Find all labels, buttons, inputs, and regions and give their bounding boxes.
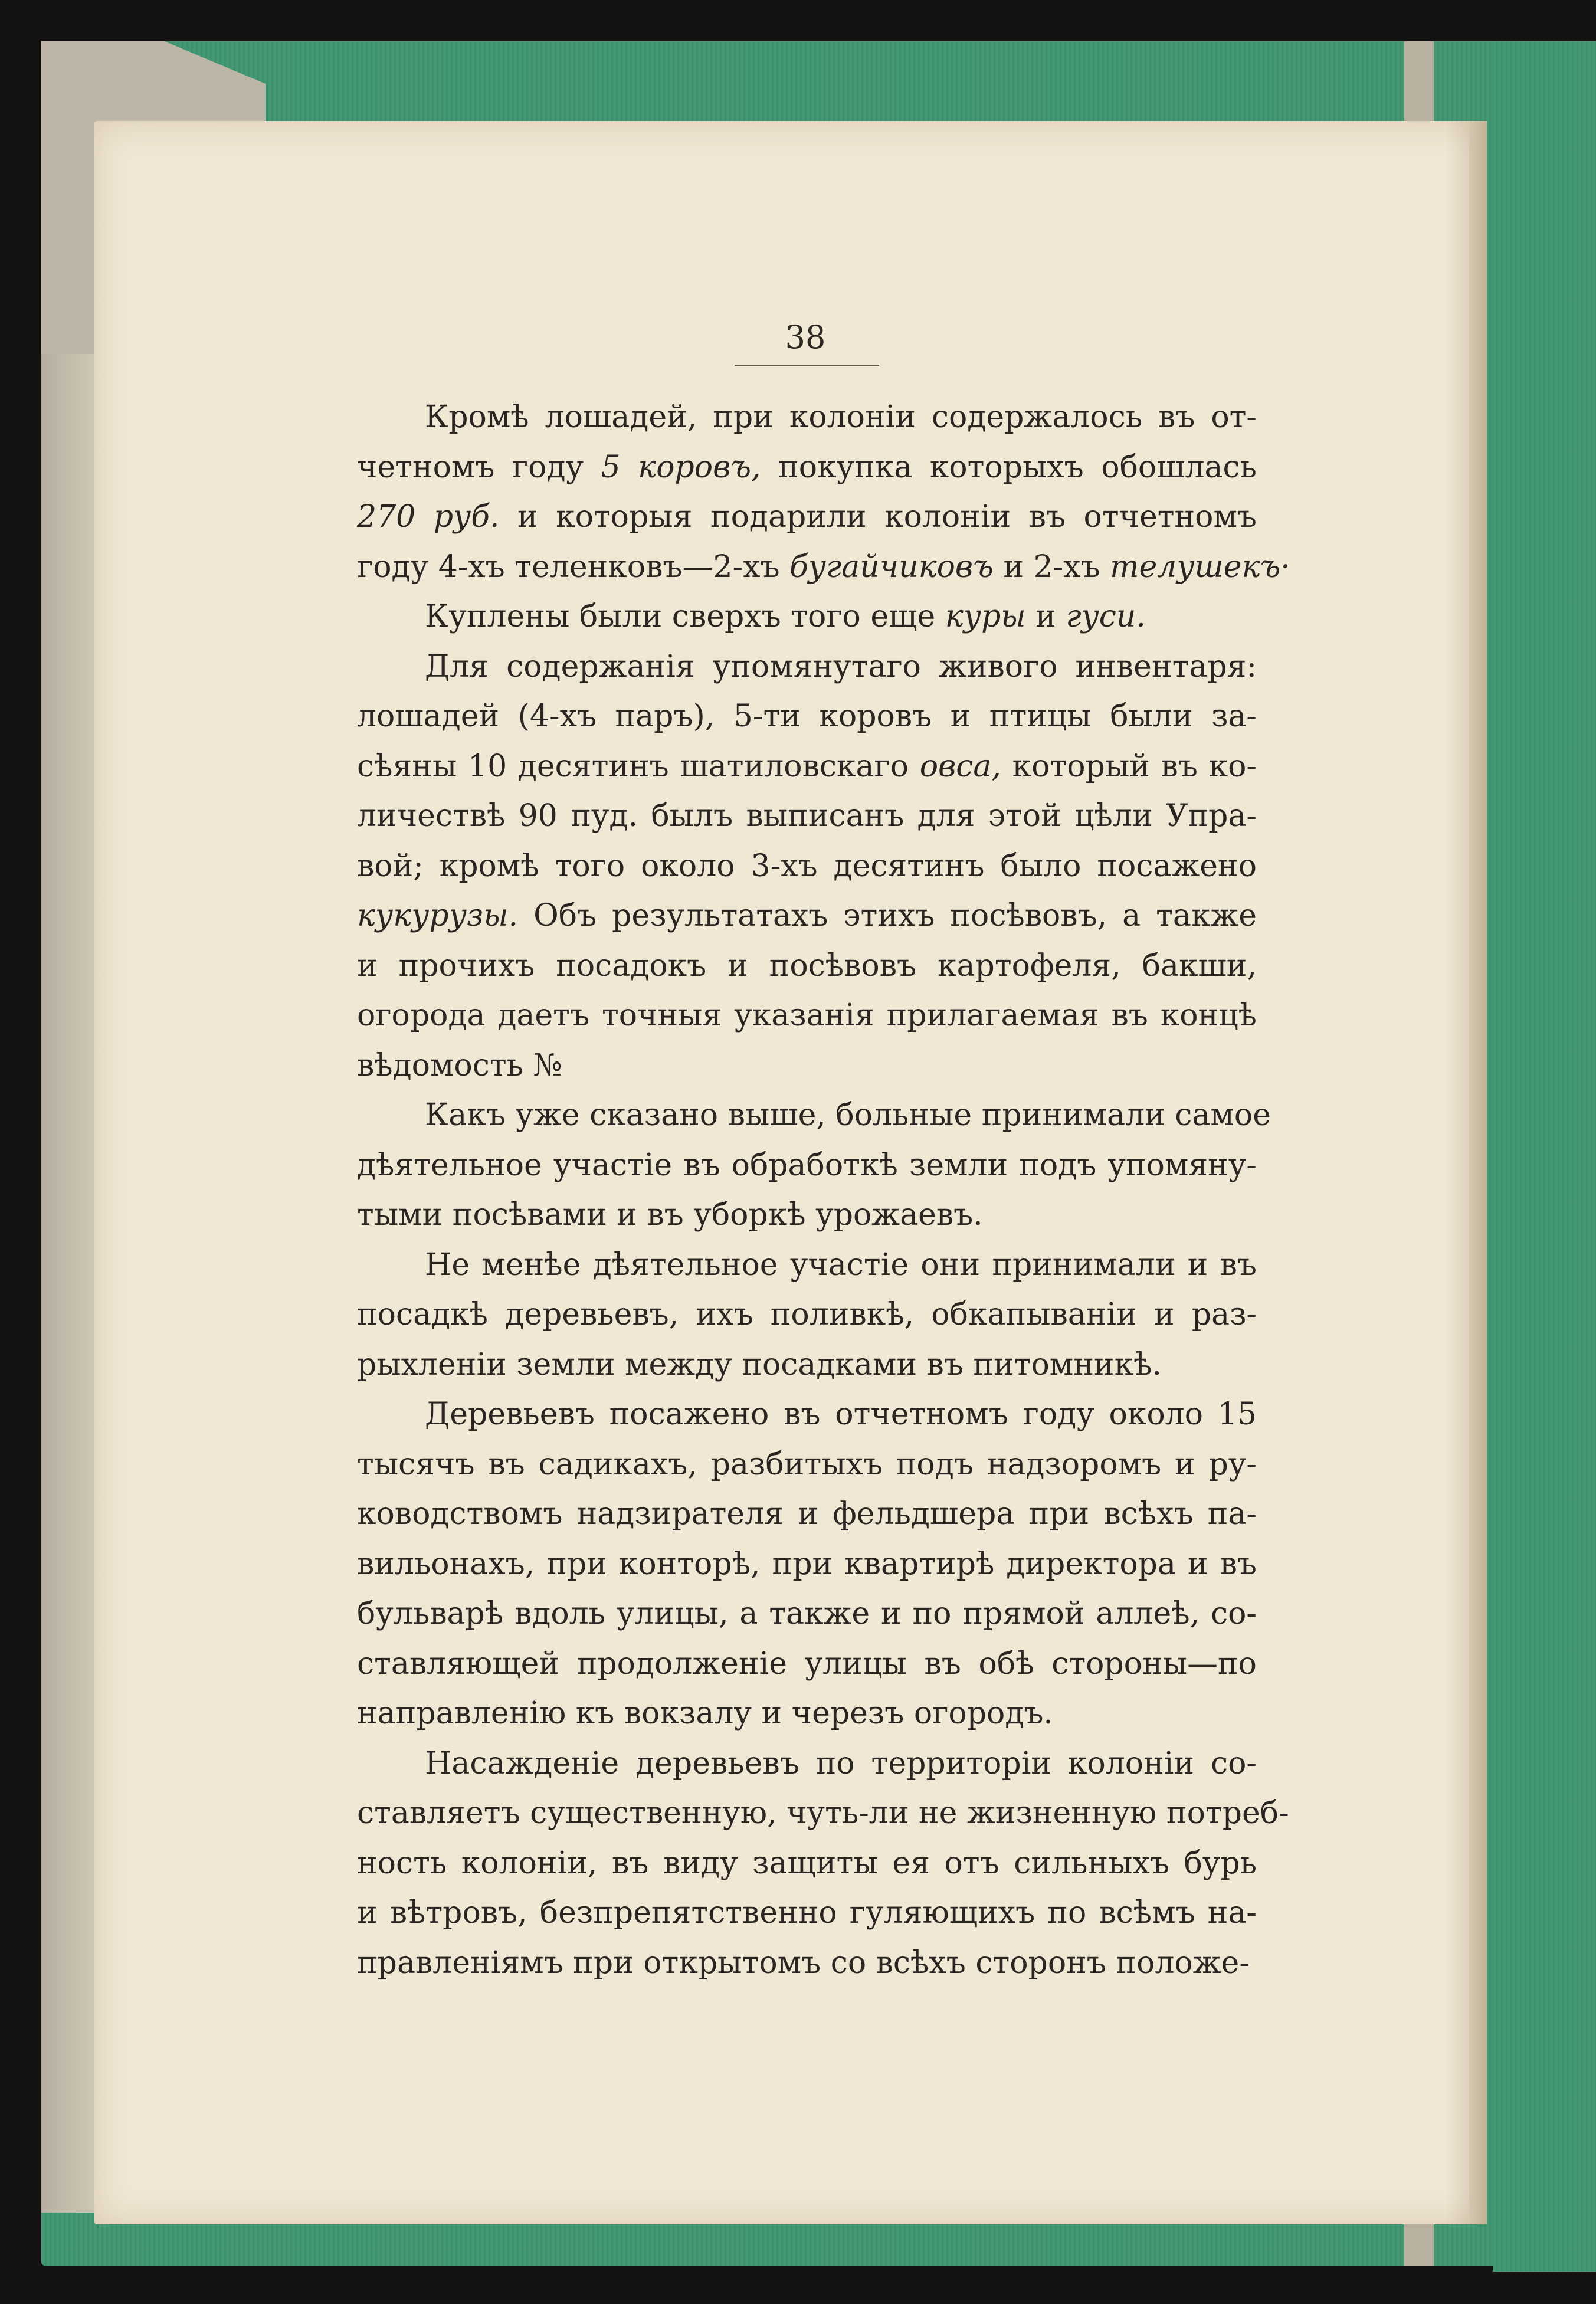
text-line: [357, 1639, 1257, 1689]
text-line: [357, 1290, 1257, 1340]
text-run: и прочихъ посадокъ и посѣвовъ картофеля, бакши,: [357, 948, 1257, 984]
text-line: [357, 492, 1257, 542]
text-run: куры: [945, 599, 1026, 634]
page-number-rule: [735, 365, 879, 366]
text-line: [357, 1140, 1257, 1191]
text-run: направленію къ вокзалу и черезъ огородъ.: [357, 1696, 1053, 1731]
text-line: [357, 1240, 1257, 1290]
text-line: [357, 1589, 1257, 1639]
text-line: [357, 642, 1257, 692]
text-run: ставляющей продолженіе улицы въ обѣ стороны—по: [357, 1646, 1257, 1682]
text-run: посадкѣ деревьевъ, ихъ поливкѣ, обкапываніи и раз-: [357, 1297, 1257, 1332]
text-line: [357, 1440, 1257, 1490]
text-run: четномъ году: [357, 449, 601, 485]
text-run: вой; кромѣ того около 3-хъ десятинъ было посажено: [357, 848, 1257, 884]
text-run: лошадей (4-хъ паръ), 5-ти коровъ и птицы были за-: [357, 699, 1257, 734]
text-run: огорода даетъ точныя указанія прилагаемая въ концѣ: [357, 998, 1257, 1033]
text-run: Объ результатахъ этихъ посѣвовъ, а также: [518, 898, 1257, 933]
paragraph: [357, 592, 1257, 642]
text-run: и: [1025, 599, 1066, 634]
text-run: сѣяны 10 десятинъ шатиловскаго: [357, 748, 920, 784]
text-line: [357, 1190, 1257, 1240]
text-run: рыхленіи земли между посадками въ питомникѣ.: [357, 1346, 1162, 1382]
text-line: [357, 1041, 1257, 1091]
text-line: [357, 941, 1257, 991]
text-run: гуси.: [1066, 599, 1146, 634]
text-run: Не менѣе дѣятельное участіе они принимали и въ: [425, 1247, 1257, 1283]
text-run: покупка которыхъ обошлась: [761, 449, 1257, 485]
paragraph: [357, 1240, 1257, 1390]
text-run: тыми посѣвами и въ уборкѣ урожаевъ.: [357, 1197, 983, 1233]
text-run: ность колоніи, въ виду защиты ея отъ сильныхъ бурь: [357, 1845, 1257, 1881]
text-line: [357, 1788, 1289, 1838]
text-run: Для содержанія упомянутаго живого инвентаря:: [425, 648, 1257, 684]
text-run: Какъ уже сказано выше, больные принимали самое: [425, 1097, 1271, 1133]
text-run: Кромѣ лошадей, при колоніи содержалось въ от-: [425, 399, 1257, 435]
text-line: [357, 392, 1257, 443]
paragraph: [357, 392, 1290, 592]
text-run: тысячъ въ садикахъ, разбитыхъ подъ надзоромъ и ру-: [357, 1446, 1257, 1482]
text-run: и вѣтровъ, безпрепятственно гуляющихъ по всѣмъ на-: [357, 1895, 1257, 1931]
text-line: [357, 1838, 1257, 1889]
text-run: ководствомъ надзирателя и фельдшера при всѣхъ па-: [357, 1496, 1257, 1532]
binding-strip: [41, 354, 94, 2213]
paragraph: [357, 1389, 1257, 1739]
text-run: Насажденіе деревьевъ по территоріи колоніи со-: [425, 1745, 1257, 1781]
text-run: дѣятельное участіе въ обработкѣ земли подъ упомяну-: [357, 1147, 1257, 1183]
body-text: [357, 392, 1290, 1988]
text-run: году 4-хъ теленковъ—2-хъ: [357, 549, 790, 585]
text-line: [357, 1340, 1257, 1390]
paragraph: [357, 1739, 1289, 1988]
text-line: [357, 1689, 1257, 1739]
text-run: 270 руб.: [357, 499, 500, 535]
paragraph: [357, 642, 1257, 1091]
text-line: [357, 1938, 1257, 1988]
text-run: ставляетъ существенную, чуть-ли не жизненную потреб-: [357, 1795, 1289, 1831]
text-line: [357, 991, 1257, 1041]
text-run: правленіямъ при открытомъ со всѣхъ сторонъ положе-: [357, 1945, 1250, 1981]
text-line: [357, 1489, 1257, 1539]
text-run: кукурузы.: [357, 898, 519, 933]
text-line: [357, 1090, 1271, 1140]
text-line: [357, 841, 1257, 892]
text-line: [357, 742, 1257, 792]
text-line: [357, 1888, 1257, 1938]
text-run: бульварѣ вдоль улицы, а также и по прямой аллеѣ, со-: [357, 1596, 1257, 1631]
text-line: [357, 691, 1257, 742]
paragraph: [357, 1090, 1271, 1240]
text-line: [357, 791, 1257, 841]
text-run: который въ ко-: [1001, 748, 1257, 784]
text-run: Куплены были сверхъ того еще: [425, 599, 945, 634]
text-line: [357, 542, 1290, 592]
book-cover-edge: [1493, 41, 1596, 2272]
text-line: [357, 1739, 1257, 1789]
text-line: [357, 891, 1257, 941]
text-line: [357, 443, 1257, 493]
text-run: телушекъ·: [1110, 549, 1290, 585]
text-line: [357, 1389, 1257, 1440]
gutter-shadow: [1446, 121, 1487, 2224]
text-run: овса,: [919, 748, 1001, 784]
text-run: и 2-хъ: [993, 549, 1110, 585]
text-line: [357, 592, 1257, 642]
text-run: вѣдомость №: [357, 1047, 562, 1083]
text-run: 5 коровъ,: [601, 449, 761, 485]
text-run: бугайчиковъ: [789, 549, 994, 585]
text-run: вильонахъ, при конторѣ, при квартирѣ директора и въ: [357, 1546, 1257, 1582]
text-run: и которыя подарили колоніи въ отчетномъ: [499, 499, 1257, 535]
page-number: 38: [785, 319, 826, 356]
text-run: Деревьевъ посажено въ отчетномъ году около 15: [425, 1397, 1257, 1432]
text-run: личествѣ 90 пуд. былъ выписанъ для этой цѣли Упра-: [357, 798, 1257, 834]
text-line: [357, 1539, 1257, 1589]
